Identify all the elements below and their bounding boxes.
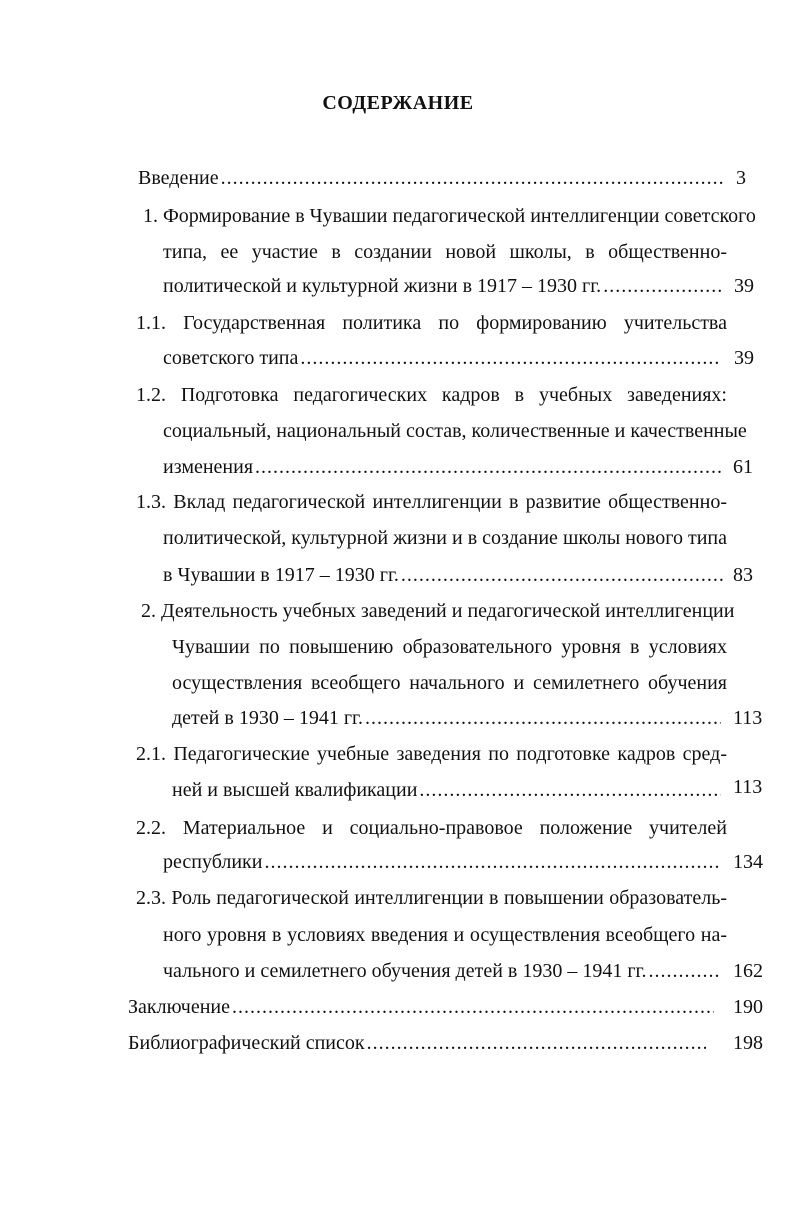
toc-entry-text: республики xyxy=(163,851,263,873)
toc-entry-s2-line4 xyxy=(172,706,723,730)
toc-entry-s2-line1: 2. Деятельность учебных заведений и педагогической интеллигенции xyxy=(141,600,735,622)
toc-entry-s2-1-line2 xyxy=(172,778,723,802)
toc-entry-s1-2-line3 xyxy=(163,455,723,479)
toc-entry-s1-3-line2: политической, культурной жизни и в создание школы нового типа xyxy=(163,527,727,549)
dot-leader xyxy=(367,1031,706,1055)
toc-page-number: 113 xyxy=(733,776,763,798)
toc-entry-s1-3-line3 xyxy=(163,563,727,587)
page-title: СОДЕРЖАНИЕ xyxy=(322,92,474,114)
toc-entry-s2-line2: Чувашии по повышению образовательного уровня в условиях xyxy=(172,636,727,658)
toc-entry-conclusion xyxy=(128,995,716,1019)
toc-page-number: 3 xyxy=(736,167,746,189)
toc-entry-s1-3-line1: 1.3. Вклад педагогической интеллигенции в развитие общественно- xyxy=(136,491,727,513)
toc-entry-s2-1-line1: 2.1. Педагогические учебные заведения по подготовке кадров сред- xyxy=(136,743,727,765)
dot-leader xyxy=(264,850,721,874)
toc-entry-s2-2-line1: 2.2. Материальное и социально-правовое положение учителей xyxy=(136,817,727,839)
dot-leader xyxy=(649,959,722,983)
toc-page-number: 198 xyxy=(733,1032,763,1054)
toc-entry-s2-3-line3 xyxy=(163,959,723,983)
toc-entry-s1-1-line2 xyxy=(163,346,723,370)
toc-entry-bibliography xyxy=(128,1031,708,1055)
toc-page-number: 134 xyxy=(733,851,763,873)
toc-page-number: 190 xyxy=(733,996,763,1018)
toc-entry-s1-line3 xyxy=(163,274,723,298)
toc-entry-text: политической и культурной жизни в 1917 – 1930 гг. xyxy=(163,275,602,297)
toc-page-number: 162 xyxy=(733,960,763,982)
dot-leader xyxy=(419,778,721,802)
toc-entry-text: советского типа xyxy=(163,347,299,369)
toc-entry-text: Введение xyxy=(138,167,219,189)
toc-entry-text: ней и высшей квалификации xyxy=(172,779,418,801)
toc-entry-text: в Чувашии в 1917 – 1930 гг. xyxy=(163,564,399,586)
toc-entry-s1-2-line1: 1.2. Подготовка педагогических кадров в учебных заведениях: xyxy=(136,384,727,406)
dot-leader xyxy=(232,995,714,1019)
toc-entry-text: Библиографический список xyxy=(128,1032,365,1054)
toc-entry-text: Заключение xyxy=(128,996,230,1018)
toc-entry-intro xyxy=(138,166,728,190)
toc-page-number: 39 xyxy=(734,347,754,369)
dot-leader xyxy=(365,706,721,730)
toc-entry-text: чального и семилетнего обучения детей в 1930 – 1941 гг. xyxy=(163,960,647,982)
toc-entry-s1-line2: типа, ее участие в создании новой школы, в общественно- xyxy=(163,241,727,263)
dot-leader xyxy=(221,166,726,190)
toc-page-number: 83 xyxy=(733,564,753,586)
toc-page-number: 61 xyxy=(733,456,753,478)
toc-entry-s1-line1: 1. Формирование в Чувашии педагогической интеллигенции советского xyxy=(143,205,756,227)
dot-leader xyxy=(603,274,721,298)
dot-leader xyxy=(300,346,721,370)
toc-entry-s2-3-line1: 2.3. Роль педагогической интеллигенции в повышении образователь- xyxy=(136,887,727,909)
dot-leader xyxy=(401,563,725,587)
toc-entry-text: изменения xyxy=(163,456,254,478)
toc-entry-text: детей в 1930 – 1941 гг. xyxy=(172,707,363,729)
toc-entry-s1-1-line1: 1.1. Государственная политика по формированию учительства xyxy=(136,312,727,334)
toc-entry-s2-line3: осуществления всеобщего начального и семилетнего обучения xyxy=(172,672,727,694)
toc-entry-s1-2-line2: социальный, национальный состав, количественные и качественные xyxy=(163,420,747,442)
dot-leader xyxy=(255,455,721,479)
toc-entry-s2-3-line2: ного уровня в условиях введения и осуществления всеобщего на- xyxy=(163,924,727,946)
toc-page-number: 113 xyxy=(733,707,763,729)
toc-entry-s2-2-line2 xyxy=(163,850,723,874)
toc-page-number: 39 xyxy=(734,275,754,297)
